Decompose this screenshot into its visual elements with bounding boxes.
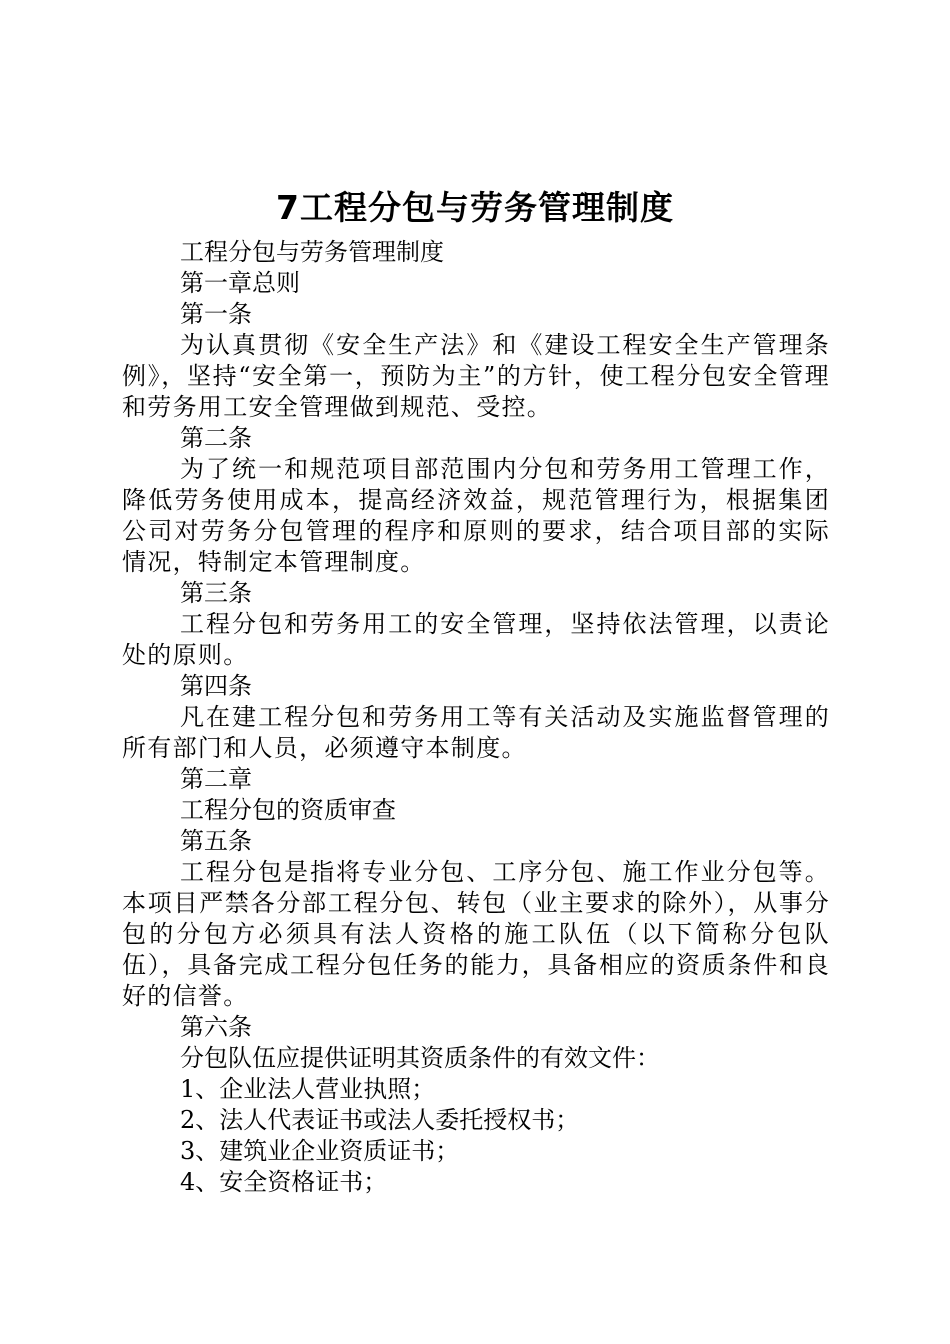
list-item: 1、企业法人营业执照； [180, 1075, 436, 1103]
article-paragraph: 工程分包是指将专业分包、工序分包、施工作业分包等。本项目严禁各分部工程分包、转包（业主要求的除外），从事分包的分包方必须具有法人资格的施工队伍（以下简称分包队伍），具备完成工程分包任务的能力，具备相应的资质条件和良好的信誉。 [122, 858, 830, 1010]
article-paragraph: 凡在建工程分包和劳务用工等有关活动及实施监督管理的所有部门和人员，必须遵守本制度。 [122, 703, 830, 762]
article-paragraph: 工程分包和劳务用工的安全管理，坚持依法管理，以责论处的原则。 [122, 610, 830, 669]
document-title: 7工程分包与劳务管理制度 [276, 188, 674, 227]
chapter-heading: 第二章 [180, 765, 252, 793]
document-body [122, 237, 830, 1198]
article-heading: 第六条 [180, 1013, 252, 1041]
article-heading: 第四条 [180, 672, 252, 700]
article-heading: 第一条 [180, 300, 252, 328]
article-paragraph: 为了统一和规范项目部范围内分包和劳务用工管理工作，降低劳务使用成本，提高经济效益，规范管理行为，根据集团公司对劳务分包管理的程序和原则的要求，结合项目部的实际情况，特制定本管理制度。 [122, 455, 830, 576]
article-paragraph: 分包队伍应提供证明其资质条件的有效文件： [180, 1044, 660, 1072]
article-heading: 第三条 [180, 579, 252, 607]
list-item: 3、建筑业企业资质证书； [180, 1137, 460, 1165]
list-item: 4、安全资格证书； [180, 1168, 388, 1196]
article-heading: 第二条 [180, 424, 252, 452]
article-heading: 第五条 [180, 827, 252, 855]
subtitle: 工程分包与劳务管理制度 [180, 238, 444, 266]
article-paragraph: 为认真贯彻《安全生产法》和《建设工程安全生产管理条例》，坚持“安全第一，预防为主”的方针，使工程分包安全管理和劳务用工安全管理做到规范、受控。 [122, 331, 830, 421]
list-item: 2、法人代表证书或法人委托授权书； [180, 1106, 580, 1134]
chapter-heading: 第一章总则 [180, 269, 300, 297]
chapter-title: 工程分包的资质审查 [180, 796, 396, 824]
